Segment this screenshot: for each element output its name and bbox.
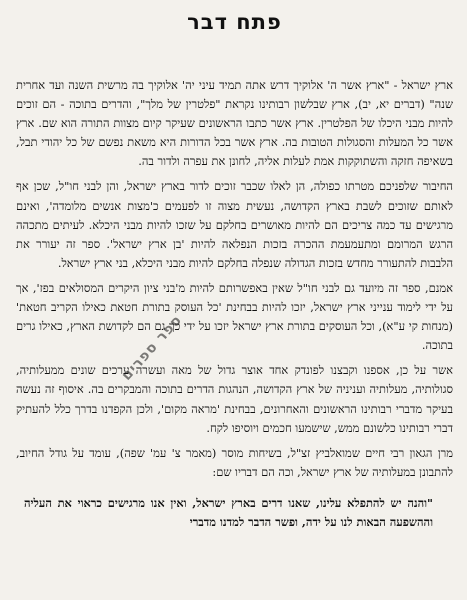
stamp-text: ספר ספרים: [118, 312, 186, 384]
paragraph-2: החיבור שלפניכם מטרתו כפולה, הן לאלו שכבר זוכים לדור בארץ ישראל, והן לבני חו"ל, שכן אף לאותם שזוכים לשבת בארץ הקדושה, נעשית מצוה זו לפעמים כ'מצות אנשים מלומדה', ואינם מרגישים עד כמה צריכים הם להיות מאושרים בחלקם על שזכו להיות מבני היכלא. לעיתים מתכהה הרגש המרומם ומתעמעמת ההכרה בזכות הנפלאה להיות 'בן ארץ ישראל'. ספר זה יעורר את הלבבות להתעורר מחדש בזכות הגדולה שנפלה בחלקם להיות מבני היכלא, בני ארץ ישראל.: [16, 179, 453, 270]
paragraph-5: מרן הגאון רבי חיים שמואלביץ זצ"ל, בשיחות מוסר (מאמר צ' עמ' שפה), עומד על גודל החיוב, להתבונן במעלותיה של ארץ ישראל, וכה הם דבריו שם:: [16, 445, 453, 479]
paragraph-4: אשר על כן, אספנו וקבצנו לפונדק אחד אוצר גדול של מאה ועשרה ערכים שונים ממעלותיה, סגולותיה, מעלותיה ועניניה של ארץ הקדושה, הנהגות הדרים בתוכה והמבקרים בה. איסוף זה נעשה בעיקר מדברי רבותינו הראשונים והאחרונים, בבחינת 'מראה מקום', ולכן הקפדנו בדרך כלל להעתיק דברי רבותינו כלשונם ממש, שישמעו חכמים ויוסיפו לקח.: [16, 363, 453, 435]
quote-paragraph: "והנה יש להתפלא עלינו, שאנו דרים בארץ ישראל, ואין אנו מרגישים כראוי את העליה וההשפעה הבאות לנו על ידה, ופשר הדבר למדנו מדברי: [24, 495, 433, 529]
paragraph-3: אמנם, ספר זה מיועד גם לבני חו"ל שאין באפשרותם להיות מ'בני ציון היקרים המסולאים בפז', אך על ידי לימוד ענייני ארץ ישראל, יזכו להיות בבחינת 'כל העוסק בתורת חטאת כאילו הקריב חטאת' (מנחות קי ע"א), וכל העוסקים בתורת ארץ ישראל יזכו על ידי כך גם הם לקדושת הארץ, כאילו גרים בתוכה.: [16, 280, 453, 353]
page-title: פתח דבר: [187, 10, 282, 34]
paragraph-1: ארץ ישראל - "ארץ אשר ה' אלוקיך דרש אתה תמיד עיני יה' אלוקיך בה מרשית השנה ועד אחרית שנה" (דברים יא, יב), ארץ שבלשון רבותינו נקראת "פלטרין של מלך", והדרים בתוכה - הם זוכים להיות מבני היכלו של הפלטרין. ארץ אשר כתבו הראשונים שעיקר קיום מצוות התורה הוא שם. ארץ אשר כל המעלות והסגולות הטובות בה. ארץ אשר בכל הדורות היא משאת נפשם של כל יהודי תבל, בשאיפה חזקה והשתוקקות אמת לעלות אליה, לחונן את עפרה ולדור בה.: [16, 78, 453, 169]
